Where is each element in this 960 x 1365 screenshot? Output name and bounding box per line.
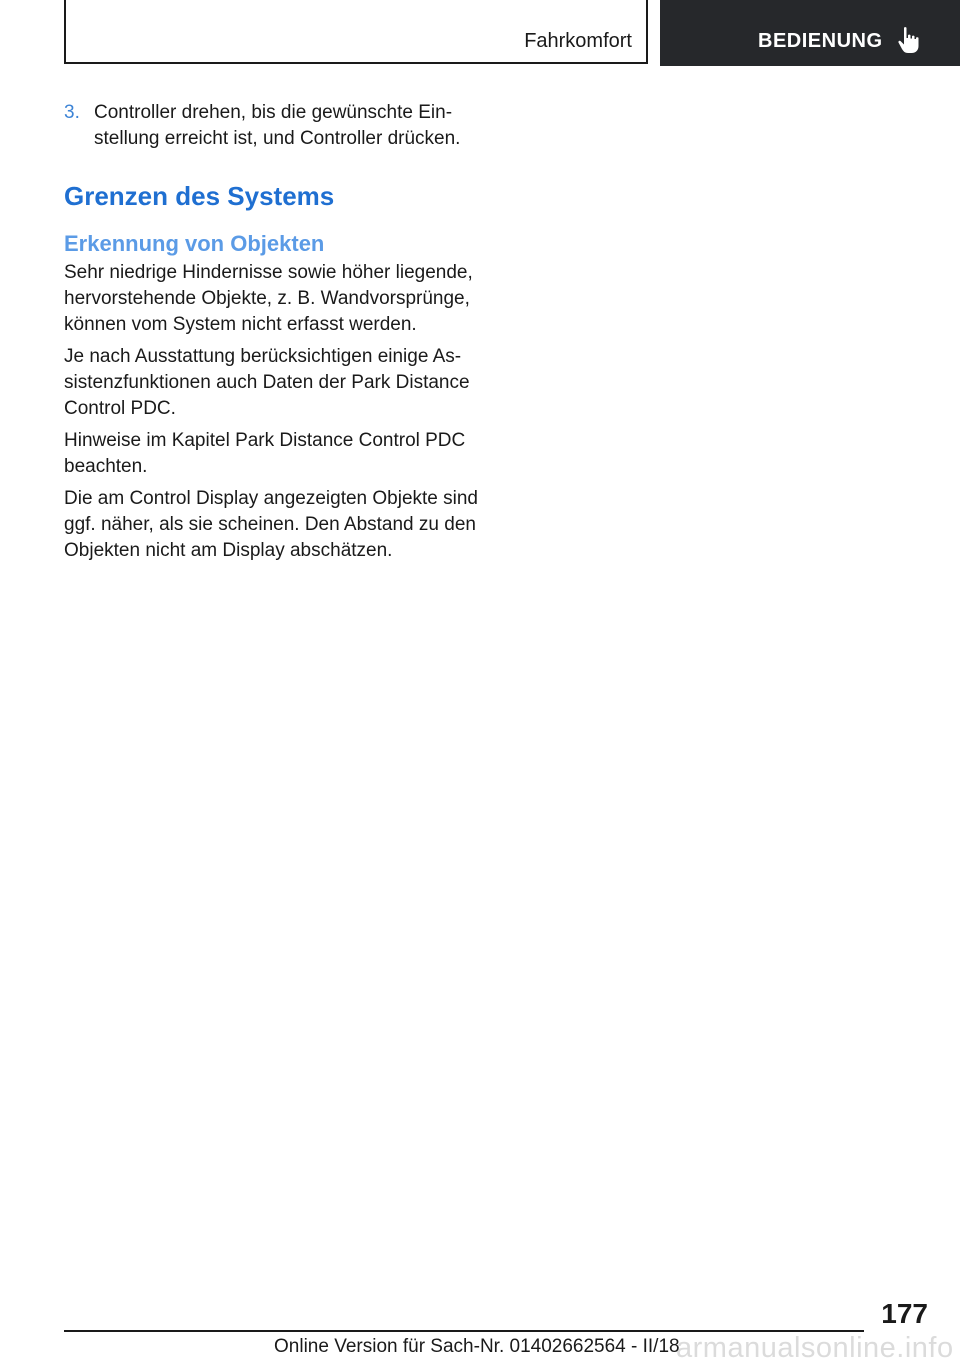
pointing-hand-icon [896,26,922,54]
online-version-text: Online Version für Sach-Nr. 01402662564 - II/18 [274,1336,680,1357]
step-text: Controller drehen, bis die gewünschte Ein-stellung erreicht ist, und Controller drücken. [94,102,461,149]
watermark: armanualsonline.info [676,1332,954,1364]
chapter-tab [660,0,960,66]
chapter-label: BEDIENUNG [758,30,883,52]
paragraph: Je nach Ausstattung berücksichtigen einige As-sistenzfunktionen auch Daten der Park Distance Control PDC. [64,346,470,419]
paragraph: Die am Control Display angezeigten Objekte sind ggf. näher, als sie scheinen. Den Abstand zu den Objekten nicht am Display abschätzen. [64,488,478,561]
paragraph: Sehr niedrige Hindernisse sowie höher liegende, hervorstehende Objekte, z. B. Wandvorsprünge, können vom System nicht erfasst werden. [64,262,473,335]
section-heading: Grenzen des Systems [64,181,335,211]
paragraph: Hinweise im Kapitel Park Distance Control PDC beachten. [64,430,466,477]
instruction-step [64,100,494,152]
section-title: Fahrkomfort [524,30,632,52]
header-section-box [64,0,648,64]
step-number: 3. [64,102,80,123]
page-number: 177 [881,1298,928,1329]
main-content [64,100,494,570]
subsection-heading: Erkennung von Objekten [64,231,325,256]
